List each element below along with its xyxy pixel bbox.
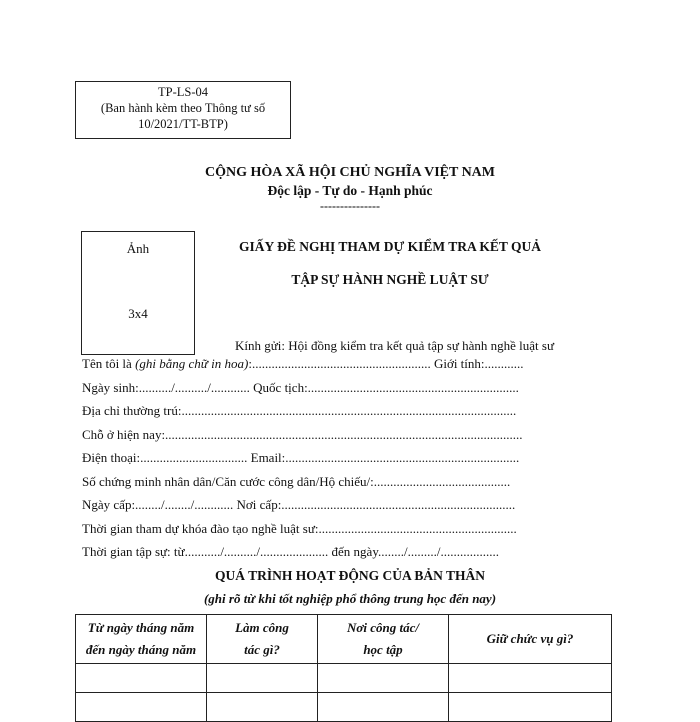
current-address-field: Chỗ ở hiện nay:.............................................................................................................. <box>82 427 523 442</box>
table-cell[interactable] <box>207 664 318 693</box>
col-position: Giữ chức vụ gì? <box>449 615 612 664</box>
issue-date-place-field: Ngày cấp:......../......../............ Nơi cấp:........................................................................ <box>82 497 516 512</box>
recipient-line: Kính gửi: Hội đồng kiểm tra kết quả tập sự hành nghề luật sư <box>235 338 555 353</box>
national-motto: Độc lập - Tự do - Hạnh phúc <box>267 183 433 198</box>
name-gender-dots: :....................................................... Giới tính:............ <box>248 356 524 371</box>
table-row <box>76 693 612 722</box>
history-table <box>75 614 612 722</box>
dob-nationality-field: Ngày sinh:........../........../............ Quốc tịch:................................................................. <box>82 380 519 395</box>
table-row <box>76 664 612 693</box>
photo-placeholder <box>81 231 195 355</box>
col-workplace: Nơi công tác/ học tập <box>318 615 449 664</box>
form-reference-box <box>75 81 291 139</box>
form-code: TP-LS-04 <box>158 85 208 99</box>
name-label: Tên tôi là <box>82 356 136 371</box>
country-name: CỘNG HÒA XÃ HỘI CHỦ NGHĨA VIỆT NAM <box>204 165 495 180</box>
document-title-line1: GIẤY ĐỀ NGHỊ THAM DỰ KIỂM TRA KẾT QUẢ <box>238 239 542 254</box>
header-divider: --------------- <box>320 199 380 213</box>
table-cell[interactable] <box>449 693 612 722</box>
phone-email-field: Điện thoại:................................. Email:........................................................................ <box>82 450 520 465</box>
table-cell[interactable] <box>207 693 318 722</box>
history-subheading: (ghi rõ từ khi tốt nghiệp phổ thông trung học đến nay) <box>203 591 497 606</box>
table-cell[interactable] <box>76 693 207 722</box>
photo-label: Ảnh <box>126 241 150 256</box>
col-job: Làm công tác gì? <box>207 615 318 664</box>
training-time-field: Thời gian tham dự khóa đào tạo nghề luật sư:............................................................. <box>82 521 517 536</box>
form-reference-line2: 10/2021/TT-BTP) <box>138 117 228 131</box>
photo-size: 3x4 <box>128 306 148 321</box>
id-number-field: Số chứng minh nhân dân/Căn cước công dân/Hộ chiếu/:.......................................... <box>82 474 511 489</box>
probation-time-field: Thời gian tập sự: từ.........../........../..................... đến ngày......../........./.................. <box>82 544 499 559</box>
name-field <box>82 356 524 372</box>
form-reference-line1: (Ban hành kèm theo Thông tư số <box>100 101 266 115</box>
table-cell[interactable] <box>76 664 207 693</box>
col-period: Từ ngày tháng năm đến ngày tháng năm <box>76 615 207 664</box>
table-cell[interactable] <box>318 693 449 722</box>
table-cell[interactable] <box>449 664 612 693</box>
history-heading: QUÁ TRÌNH HOẠT ĐỘNG CỦA BẢN THÂN <box>214 568 486 583</box>
permanent-address-field: Địa chỉ thường trú:....................................................................................................... <box>82 403 517 418</box>
table-cell[interactable] <box>318 664 449 693</box>
name-hint: (ghi bằng chữ in hoa) <box>135 356 249 371</box>
history-table-header <box>76 615 612 664</box>
document-title-line2: TẬP SỰ HÀNH NGHỀ LUẬT SƯ <box>291 272 489 287</box>
